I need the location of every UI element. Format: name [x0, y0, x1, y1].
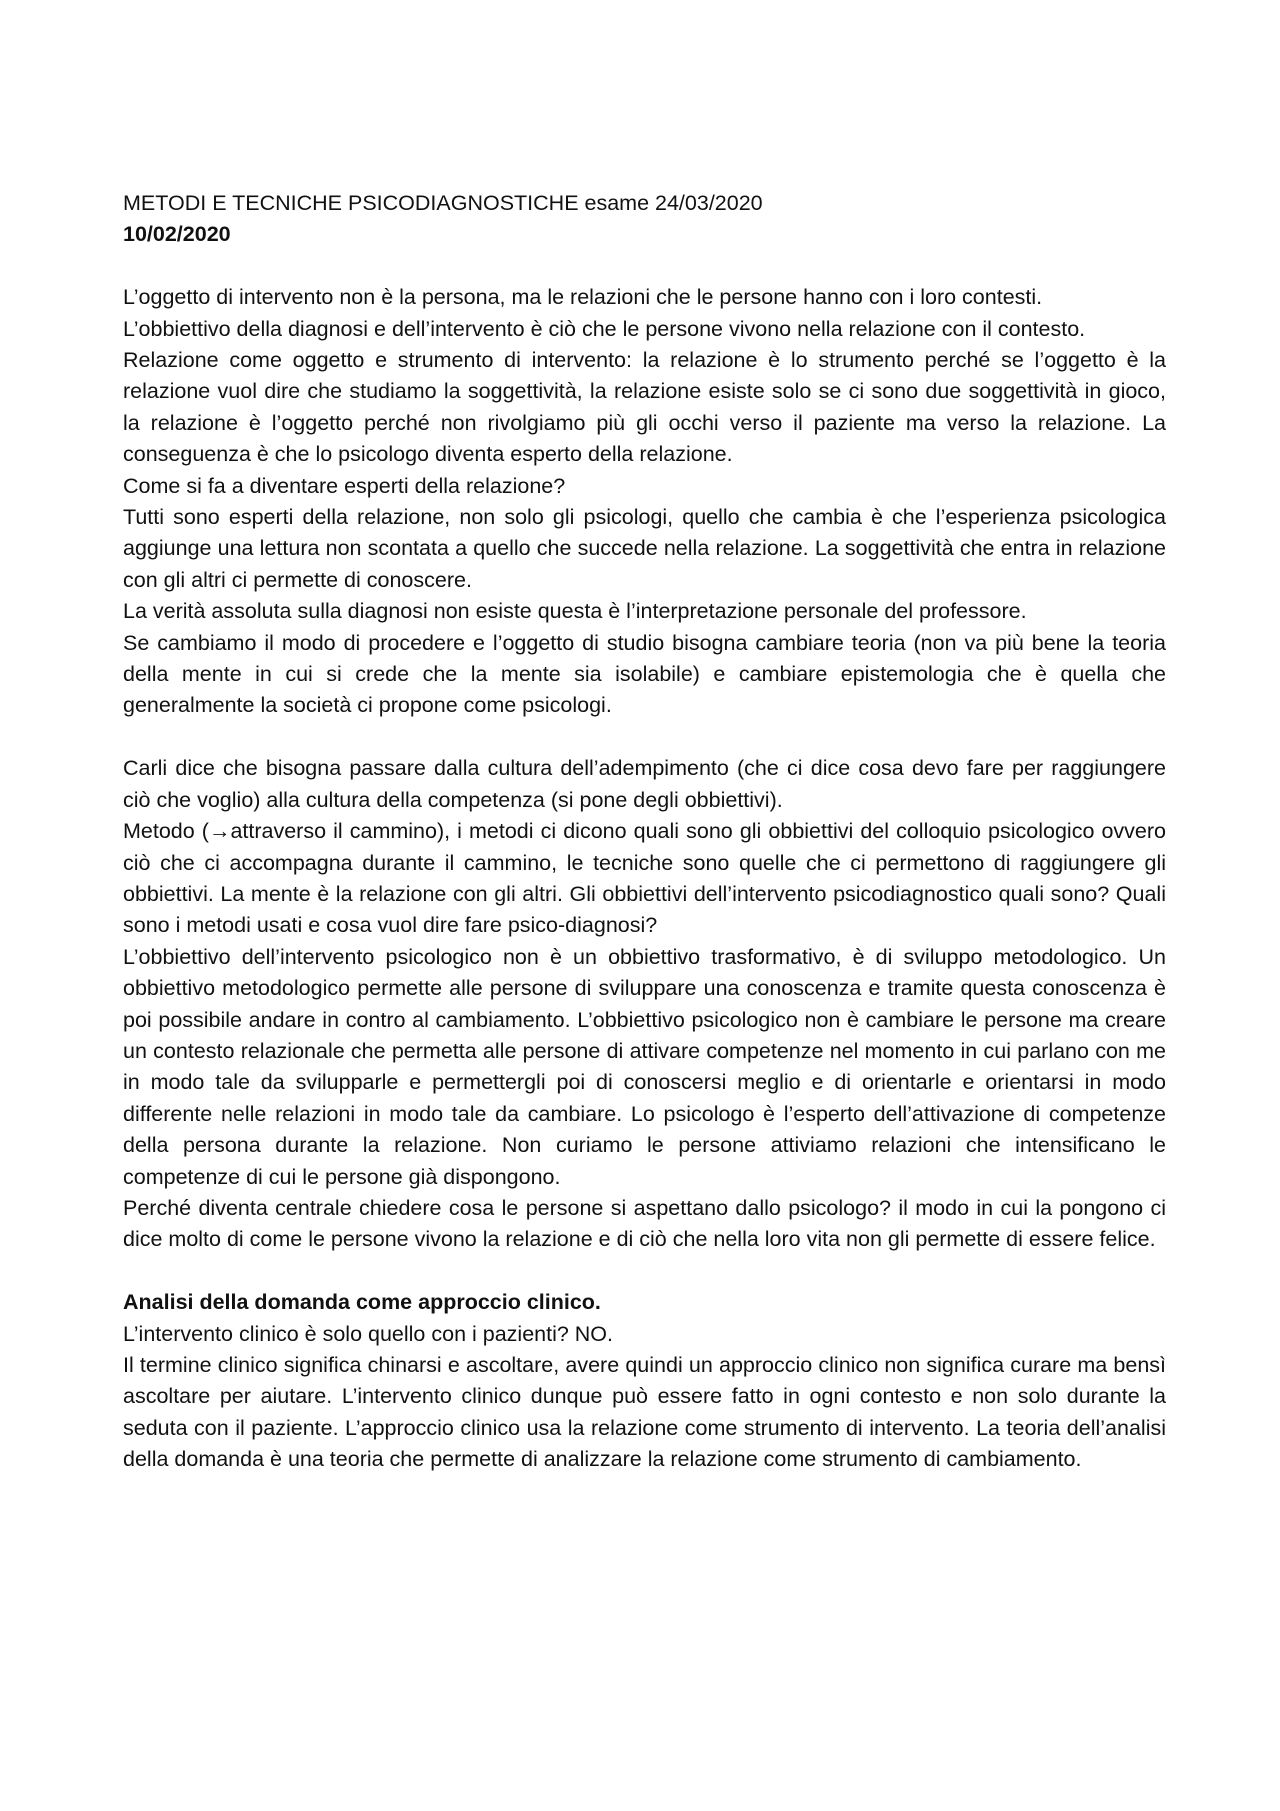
- paragraph: La verità assoluta sulla diagnosi non esiste questa è l’interpretazione personale del professore.: [123, 599, 1027, 624]
- paragraph: L’oggetto di intervento non è la persona, ma le relazioni che le persone hanno con i loro contesti.: [123, 285, 1043, 310]
- paragraph: Perché diventa centrale chiedere cosa le persone si aspettano dallo psicologo? il modo in cui la pongono ci dice molto di come le persone vivono la relazione e di ciò che nella loro vita non gli permette di essere felice.: [123, 1195, 1166, 1252]
- paragraph: Come si fa a diventare esperti della relazione?: [123, 473, 566, 498]
- paragraph: L’obbiettivo della diagnosi e dell’intervento è ciò che le persone vivono nella relazione con il contesto.: [123, 316, 1086, 341]
- paragraph: Se cambiamo il modo di procedere e l’oggetto di studio bisogna cambiare teoria (non va più bene la teoria della mente in cui si crede che la mente sia isolabile) e cambiare epistemologia che è quella che generalmente la società ci propone come psicologi.: [123, 630, 1166, 718]
- section-heading: Analisi della domanda come approccio clinico.: [123, 1290, 601, 1315]
- paragraph: L’obbiettivo dell’intervento psicologico non è un obbiettivo trasformativo, è di sviluppo metodologico. Un obbiettivo metodologico permette alle persone di sviluppare una conoscenza e tramite questa conoscenza è poi possibile andare in contro al cambiamento. L’obbiettivo psicologico non è cambiare le persone ma creare un contesto relazionale che permetta alle persone di attivare competenze nel momento in cui parlano con me in modo tale da svilupparle e permettergli poi di conoscersi meglio e di orientarle e orientarsi in modo differente nelle relazioni in modo tale da cambiare. Lo psicologo è l’esperto dell’attivazione di competenze della persona durante la relazione. Non curiamo le persone attiviamo relazioni che intensificano le competenze di cui le persone già dispongono.: [123, 944, 1166, 1189]
- paragraph: Tutti sono esperti della relazione, non solo gli psicologi, quello che cambia è che l’esperienza psicologica aggiunge una lettura non scontata a quello che succede nella relazione. La soggettività che entra in relazione con gli altri ci permette di conoscere.: [123, 505, 1166, 592]
- paragraph: Il termine clinico significa chinarsi e ascoltare, avere quindi un approccio clinico non significa curare ma bensì ascoltare per aiutare. L’intervento clinico dunque può essere fatto in ogni contesto e non solo durante la seduta con il paziente. L’approccio clinico usa la relazione come strumento di intervento. La teoria dell’analisi della domanda è una teoria che permette di analizzare la relazione come strumento di cambiamento.: [123, 1352, 1166, 1472]
- spacer: [123, 1256, 1166, 1287]
- paragraph: Relazione come oggetto e strumento di intervento: la relazione è lo strumento perché se l’oggetto è la relazione vuol dire che studiamo la soggettività, la relazione esiste solo se ci sono due soggettività in gioco, la relazione è l’oggetto perché non rivolgiamo più gli occhi verso il paziente ma verso la relazione. La conseguenza è che lo psicologo diventa esperto della relazione.: [123, 348, 1166, 467]
- spacer: [123, 251, 1166, 282]
- paragraph: Metodo (→attraverso il cammino), i metodi ci dicono quali sono gli obbiettivi del colloquio psicologico ovvero ciò che ci accompagna durante il cammino, le tecniche sono quelle che ci permettono di raggiungere gli obbiettivi. La mente è la relazione con gli altri. Gli obbiettivi dell’intervento psicodiagnostico quali sono? Quali sono i metodi usati e cosa vuol dire fare psico-diagnosi?: [123, 819, 1166, 938]
- lesson-date: 10/02/2020: [123, 222, 231, 247]
- document-title: METODI E TECNICHE PSICODIAGNOSTICHE esame 24/03/2020: [123, 191, 763, 215]
- spacer: [123, 722, 1166, 753]
- paragraph: Carli dice che bisogna passare dalla cultura dell’adempimento (che ci dice cosa devo fare per raggiungere ciò che voglio) alla cultura della competenza (si pone degli obbiettivi).: [123, 756, 1166, 812]
- document-body: [123, 188, 1166, 1476]
- paragraph: L’intervento clinico è solo quello con i pazienti? NO.: [123, 1321, 614, 1346]
